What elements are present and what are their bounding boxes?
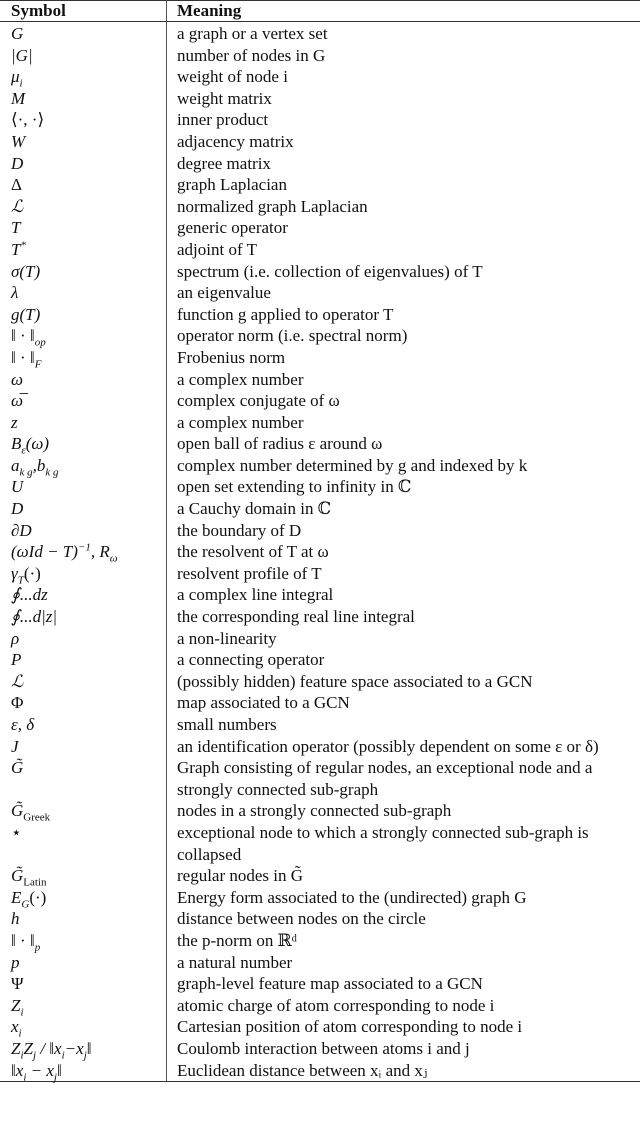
symbol-cell: [0, 606, 167, 628]
symbol-cell: [0, 1060, 167, 1082]
symbol-part: M: [11, 88, 26, 108]
symbol-cell: [0, 908, 167, 930]
meaning-cell: Energy form associated to the (undirected) graph G: [177, 887, 527, 907]
symbol-part: *: [20, 239, 26, 252]
meaning-cell: generic operator: [177, 218, 288, 238]
symbol-part: ∮...dz: [11, 585, 48, 605]
table-row: [0, 822, 640, 865]
symbol-cell: [0, 584, 167, 606]
symbol-part: ‖ · ‖: [11, 347, 35, 367]
meaning-cell: the p-norm on ℝᵈ: [177, 930, 297, 950]
symbol-cell: [0, 800, 167, 822]
symbol-part: ⟨·, ·⟩: [11, 110, 45, 130]
table-row: [0, 584, 640, 606]
symbol-part: (ω): [25, 434, 50, 454]
symbol-part: J: [11, 736, 19, 756]
meaning-cell: an identification operator (possibly dependent on some ε or δ): [177, 736, 599, 756]
table-row: [0, 304, 640, 326]
symbol-cell: [0, 196, 167, 218]
table-row: [0, 196, 640, 218]
symbol-cell: [0, 66, 167, 88]
symbol-part: Z: [23, 1038, 33, 1058]
symbol-cell: [0, 736, 167, 758]
symbol-part: λ: [11, 283, 19, 303]
table-row: [0, 239, 640, 261]
symbol-part: ∮...d|z|: [11, 607, 58, 627]
symbol-part: j: [53, 1070, 57, 1083]
symbol-part: , R: [90, 542, 110, 562]
symbol-part: ℒ: [11, 196, 24, 216]
symbol-part: G̃: [11, 758, 24, 778]
symbol-part: − x: [26, 1060, 54, 1080]
symbol-part: ω: [11, 369, 24, 389]
symbol-part: ∂D: [11, 520, 32, 540]
meaning-cell: a complex number: [177, 412, 304, 432]
symbol-cell: [0, 1038, 167, 1060]
symbol-part: μ: [11, 67, 20, 87]
symbol-cell: [0, 498, 167, 520]
table-row: [0, 153, 640, 175]
symbol-part: ‖ · ‖: [11, 930, 35, 950]
table-row: [0, 498, 640, 520]
table-row: [0, 995, 640, 1017]
symbol-cell: [0, 412, 167, 434]
symbol-part: P: [11, 650, 22, 670]
meaning-cell: operator norm (i.e. spectral norm): [177, 326, 408, 346]
symbol-part: B: [11, 434, 22, 454]
table-row: [0, 476, 640, 498]
symbol-part: i: [23, 1070, 27, 1083]
symbol-cell: [0, 930, 167, 952]
symbol-part: (·): [23, 563, 41, 583]
symbol-cell: [0, 995, 167, 1017]
symbol-part: ε: [21, 444, 26, 457]
symbol-part: (·): [29, 887, 47, 907]
table-row: [0, 520, 640, 542]
table-row: [0, 1016, 640, 1038]
symbol-cell: [0, 455, 167, 477]
table-row: [0, 930, 640, 952]
table-row: [0, 865, 640, 887]
meaning-cell: a graph or a vertex set: [177, 24, 328, 43]
symbol-part: ‖: [86, 1038, 92, 1058]
symbol-part: G̃: [11, 866, 24, 886]
symbol-part: z: [11, 412, 18, 432]
symbol-cell: [0, 261, 167, 283]
header-row: [0, 1, 640, 22]
table-row: [0, 455, 640, 477]
meaning-cell: a natural number: [177, 952, 293, 972]
table-row: [0, 1060, 640, 1082]
table-row: [0, 390, 640, 412]
symbol-part: −1: [77, 541, 91, 554]
symbol-part: ω̅: [11, 391, 24, 411]
meaning-cell: a complex number: [177, 369, 304, 389]
symbol-cell: [0, 131, 167, 153]
table-row: [0, 887, 640, 909]
table-row: [0, 606, 640, 628]
symbol-part: i: [19, 77, 23, 90]
meaning-cell: Cartesian position of atom corresponding to node i: [177, 1017, 523, 1037]
table-row: [0, 131, 640, 153]
symbol-cell: [0, 282, 167, 304]
symbol-cell: [0, 628, 167, 650]
symbol-part: ‖x: [11, 1060, 24, 1080]
symbol-cell: [0, 952, 167, 974]
meaning-cell: (possibly hidden) feature space associated to a GCN: [177, 671, 533, 691]
meaning-cell: spectrum (i.e. collection of eigenvalues) of T: [177, 261, 483, 281]
symbol-cell: [0, 865, 167, 887]
symbol-part: ‖ · ‖: [11, 326, 35, 346]
meaning-cell: number of nodes in G: [177, 45, 326, 65]
meaning-cell: open ball of radius ε around ω: [177, 434, 383, 454]
symbol-cell: [0, 325, 167, 347]
symbol-part: γ: [11, 563, 18, 583]
symbol-cell: [0, 239, 167, 261]
symbol-cell: [0, 671, 167, 693]
symbol-cell: [0, 45, 167, 67]
symbol-part: p: [34, 941, 41, 954]
symbol-part: ,b: [32, 455, 46, 475]
meaning-cell: degree matrix: [177, 153, 271, 173]
meaning-cell: adjacency matrix: [177, 131, 294, 151]
table-row: [0, 45, 640, 67]
table-row: [0, 628, 640, 650]
symbol-part: ‖: [56, 1060, 62, 1080]
table-row: [0, 757, 640, 800]
table-row: [0, 88, 640, 110]
symbol-header: Symbol: [0, 1, 167, 22]
symbol-part: T: [17, 574, 24, 587]
table-row: [0, 261, 640, 283]
symbol-cell: [0, 692, 167, 714]
symbol-cell: [0, 153, 167, 175]
meaning-cell: a Cauchy domain in ℂ: [177, 499, 332, 519]
symbol-cell: [0, 109, 167, 131]
table-row: [0, 563, 640, 585]
table-row: [0, 433, 640, 455]
symbol-part: a: [11, 455, 20, 475]
symbol-part: D: [11, 153, 24, 173]
meaning-cell: Graph consisting of regular nodes, an exceptional node and a strongly connected sub-graph: [177, 758, 593, 799]
symbol-cell: [0, 649, 167, 671]
symbol-part: k g: [45, 466, 59, 479]
symbol-part: Δ: [11, 175, 22, 195]
symbol-cell: [0, 369, 167, 391]
table-row: [0, 649, 640, 671]
meaning-cell: weight of node i: [177, 67, 288, 87]
symbol-cell: [0, 757, 167, 800]
table-row: [0, 109, 640, 131]
symbol-part: Ψ: [11, 974, 24, 994]
symbol-cell: [0, 1016, 167, 1038]
meaning-cell: a complex line integral: [177, 585, 334, 605]
symbol-part: ω: [109, 552, 118, 565]
symbol-part: G̃: [11, 801, 24, 821]
table-row: [0, 66, 640, 88]
symbol-cell: [0, 433, 167, 455]
meaning-cell: open set extending to infinity in ℂ: [177, 477, 412, 497]
meaning-cell: map associated to a GCN: [177, 693, 350, 713]
table-row: [0, 692, 640, 714]
symbol-cell: [0, 22, 167, 45]
table-row: [0, 325, 640, 347]
symbol-part: Latin: [23, 876, 47, 889]
symbol-part: ⋆: [11, 822, 22, 842]
symbol-part: E: [11, 887, 22, 907]
meaning-cell: Frobenius norm: [177, 347, 286, 367]
symbol-part: −x: [64, 1038, 84, 1058]
table-row: [0, 541, 640, 563]
symbol-part: i: [18, 1027, 22, 1040]
symbol-part: g(T): [11, 304, 41, 324]
meaning-cell: complex number determined by g and indexed by k: [177, 455, 528, 475]
symbol-part: ε, δ: [11, 715, 35, 734]
symbol-part: G: [21, 898, 30, 911]
symbol-part: j: [33, 1049, 37, 1062]
symbol-cell: [0, 174, 167, 196]
table-body: [0, 22, 640, 1082]
meaning-cell: adjoint of T: [177, 239, 257, 259]
symbol-part: x: [11, 1017, 19, 1037]
table-row: [0, 908, 640, 930]
meaning-cell: resolvent profile of T: [177, 563, 322, 583]
meaning-cell: exceptional node to which a strongly connected sub-graph is collapsed: [177, 822, 589, 864]
symbol-cell: [0, 347, 167, 369]
symbol-part: Φ: [11, 693, 24, 713]
table-row: [0, 800, 640, 822]
meaning-cell: inner product: [177, 110, 269, 130]
symbol-cell: [0, 520, 167, 542]
meaning-cell: a non-linearity: [177, 628, 277, 648]
meaning-cell: graph Laplacian: [177, 175, 287, 195]
meaning-cell: nodes in a strongly connected sub-graph: [177, 801, 452, 821]
symbol-part: T: [11, 239, 21, 259]
table-row: [0, 174, 640, 196]
symbol-part: op: [34, 336, 46, 349]
symbol-part: h: [11, 909, 20, 929]
symbol-part: p: [11, 952, 20, 972]
symbol-part: Z: [11, 995, 21, 1015]
meaning-cell: an eigenvalue: [177, 283, 271, 303]
symbol-part: i: [20, 1006, 24, 1019]
table-row: [0, 282, 640, 304]
meaning-cell: the corresponding real line integral: [177, 607, 415, 627]
symbol-cell: [0, 476, 167, 498]
meaning-cell: Coulomb interaction between atoms i and j: [177, 1038, 470, 1058]
table-row: [0, 347, 640, 369]
table-row: [0, 671, 640, 693]
table-row: [0, 973, 640, 995]
table-row: [0, 22, 640, 45]
symbol-cell: [0, 217, 167, 239]
symbol-part: Greek: [23, 811, 51, 824]
meaning-cell: function g applied to operator T: [177, 304, 394, 324]
table-row: [0, 369, 640, 391]
meaning-cell: normalized graph Laplacian: [177, 196, 368, 216]
symbol-part: (ωId − T): [11, 542, 78, 562]
symbol-part: k g: [19, 466, 33, 479]
meaning-cell: weight matrix: [177, 88, 272, 108]
symbol-part: σ(T): [11, 261, 41, 281]
symbol-part: U: [11, 477, 24, 497]
symbol-part: / ‖x: [36, 1038, 62, 1058]
symbol-cell: [0, 973, 167, 995]
symbol-cell: [0, 887, 167, 909]
symbol-part: i: [61, 1049, 65, 1062]
symbol-part: G: [11, 24, 24, 43]
symbol-cell: [0, 563, 167, 585]
symbol-part: Z: [11, 1038, 21, 1058]
table-row: [0, 412, 640, 434]
symbol-part: j: [83, 1049, 87, 1062]
symbol-part: F: [34, 358, 42, 371]
symbol-cell: [0, 714, 167, 736]
symbol-part: W: [11, 131, 26, 151]
symbol-part: i: [20, 1049, 24, 1062]
meaning-cell: the resolvent of T at ω: [177, 542, 329, 562]
meaning-cell: atomic charge of atom corresponding to node i: [177, 995, 495, 1015]
symbol-part: T: [11, 218, 21, 238]
table-row: [0, 217, 640, 239]
symbol-part: |G|: [11, 45, 33, 65]
table-row: [0, 736, 640, 758]
table-row: [0, 714, 640, 736]
symbol-part: ℒ: [11, 671, 24, 691]
meaning-cell: Euclidean distance between xᵢ and xⱼ: [167, 1060, 640, 1082]
symbol-cell: [0, 541, 167, 563]
symbol-part: ρ: [11, 628, 20, 648]
meaning-cell: small numbers: [177, 715, 277, 734]
table-row: [0, 1038, 640, 1060]
meaning-cell: a connecting operator: [177, 650, 325, 670]
symbol-cell: [0, 88, 167, 110]
symbol-cell: [0, 390, 167, 412]
meaning-cell: the boundary of D: [177, 520, 302, 540]
meaning-cell: complex conjugate of ω: [177, 391, 340, 411]
meaning-cell: graph-level feature map associated to a GCN: [177, 974, 483, 994]
meaning-header: Meaning: [167, 1, 640, 22]
symbol-cell: [0, 304, 167, 326]
meaning-cell: distance between nodes on the circle: [177, 909, 426, 929]
symbol-cell: [0, 822, 167, 865]
meaning-cell: regular nodes in G̃: [177, 866, 304, 886]
symbol-part: D: [11, 499, 24, 519]
table-row: [0, 952, 640, 974]
